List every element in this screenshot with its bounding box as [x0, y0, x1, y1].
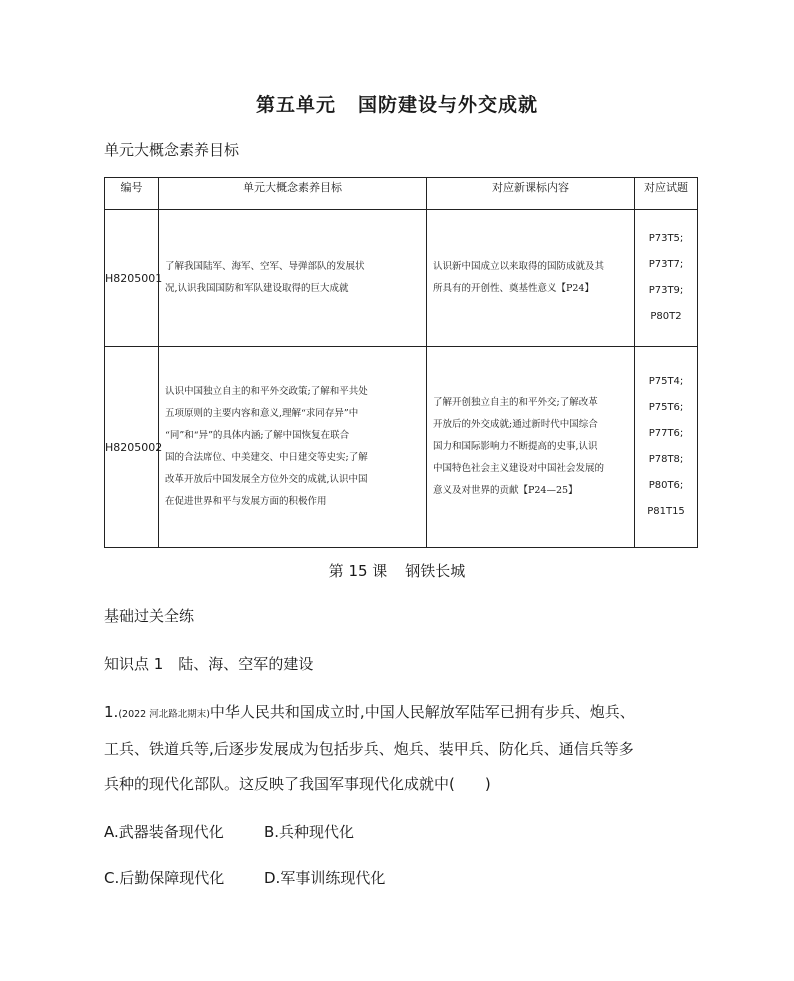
- question-source: (2022 河北路北期末): [118, 709, 210, 720]
- goal-line: 了解我国陆军、海军、空军、导弹部队的发展状: [165, 261, 365, 272]
- table-header-row: [105, 178, 698, 210]
- question-number: 1.: [104, 703, 119, 721]
- ref-item: P80T2: [650, 311, 682, 322]
- lesson-number: 第 15 课: [328, 562, 388, 580]
- question-stem-line: 工兵、铁道兵等,后逐步发展成为包括步兵、炮兵、装甲兵、防化兵、通信兵等多: [104, 740, 634, 758]
- ref-item: P75T4;: [648, 376, 684, 387]
- standard-line: 国力和国际影响力不断提高的史事,认识: [433, 441, 598, 452]
- header-refs: 对应试题: [635, 178, 698, 210]
- header-standard: 对应新课标内容: [427, 178, 635, 210]
- goal-line: 国的合法席位、中美建交、中日建交等史实;了解: [165, 452, 368, 463]
- standard-line: 认识新中国成立以来取得的国防成就及其: [433, 261, 605, 272]
- goals-table: [104, 177, 698, 548]
- goal-line: 认识中国独立自主的和平外交政策;了解和平共处: [165, 386, 368, 397]
- row-goal: [159, 210, 427, 347]
- question-block: [104, 695, 635, 802]
- ref-item: P75T6;: [648, 402, 684, 413]
- standard-line: 中国特色社会主义建设对中国社会发展的: [433, 463, 605, 474]
- goal-line: “同”和“异”的具体内涵;了解中国恢复在联合: [165, 430, 350, 441]
- ref-item: P77T6;: [648, 428, 684, 439]
- table-row: [105, 347, 698, 548]
- standard-line: 了解开创独立自主的和平外交;了解改革: [433, 397, 598, 408]
- standard-line: 开放后的外交成就;通过新时代中国综合: [433, 419, 598, 430]
- section-heading: 单元大概念素养目标: [104, 141, 240, 159]
- row-standard: [427, 210, 635, 347]
- practice-heading: 基础过关全练: [104, 607, 195, 625]
- ref-item: P73T5;: [648, 233, 684, 244]
- standard-line: 意义及对世界的贡献【P24—25】: [433, 485, 578, 496]
- row-refs: [635, 347, 698, 548]
- goal-line: 在促进世界和平与发展方面的积极作用: [165, 496, 327, 507]
- row-refs: [635, 210, 698, 347]
- row-code: H8205002: [105, 347, 159, 548]
- goal-line: 五项原则的主要内容和意义,理解“求同存异”中: [165, 408, 359, 419]
- goal-line: 改革开放后中国发展全方位外交的成就,认识中国: [165, 474, 368, 485]
- ref-item: P78T8;: [648, 454, 684, 465]
- ref-item: P81T15: [647, 506, 685, 517]
- option-d: D.军事训练现代化: [264, 869, 386, 887]
- table-row: [105, 210, 698, 347]
- question-stem-line: 中华人民共和国成立时,中国人民解放军陆军已拥有步兵、炮兵、: [209, 703, 635, 721]
- question-stem-line: 兵种的现代化部队。这反映了我国军事现代化成就中( ): [104, 775, 491, 793]
- lesson-name: 钢铁长城: [405, 562, 466, 580]
- standard-line: 所具有的开创性、奠基性意义【P24】: [433, 283, 594, 294]
- ref-item: P80T6;: [648, 480, 684, 491]
- unit-number: 第五单元: [255, 94, 336, 116]
- option-b: B.兵种现代化: [264, 823, 355, 841]
- row-goal: [159, 347, 427, 548]
- row-code: H8205001: [105, 210, 159, 347]
- unit-title: [0, 90, 794, 117]
- lesson-title: [0, 560, 794, 581]
- unit-name: 国防建设与外交成就: [358, 94, 539, 116]
- knowledge-point-heading: 知识点 1 陆、海、空军的建设: [104, 655, 314, 673]
- ref-item: P73T9;: [648, 285, 684, 296]
- option-c: C.后勤保障现代化: [104, 869, 225, 887]
- question-line: [104, 695, 635, 732]
- header-goal: 单元大概念素养目标: [159, 178, 427, 210]
- goal-line: 况,认识我国国防和军队建设取得的巨大成就: [165, 283, 349, 294]
- row-standard: [427, 347, 635, 548]
- ref-item: P73T7;: [648, 259, 684, 270]
- header-code: 编号: [105, 178, 159, 210]
- option-a: A.武器装备现代化: [104, 823, 224, 841]
